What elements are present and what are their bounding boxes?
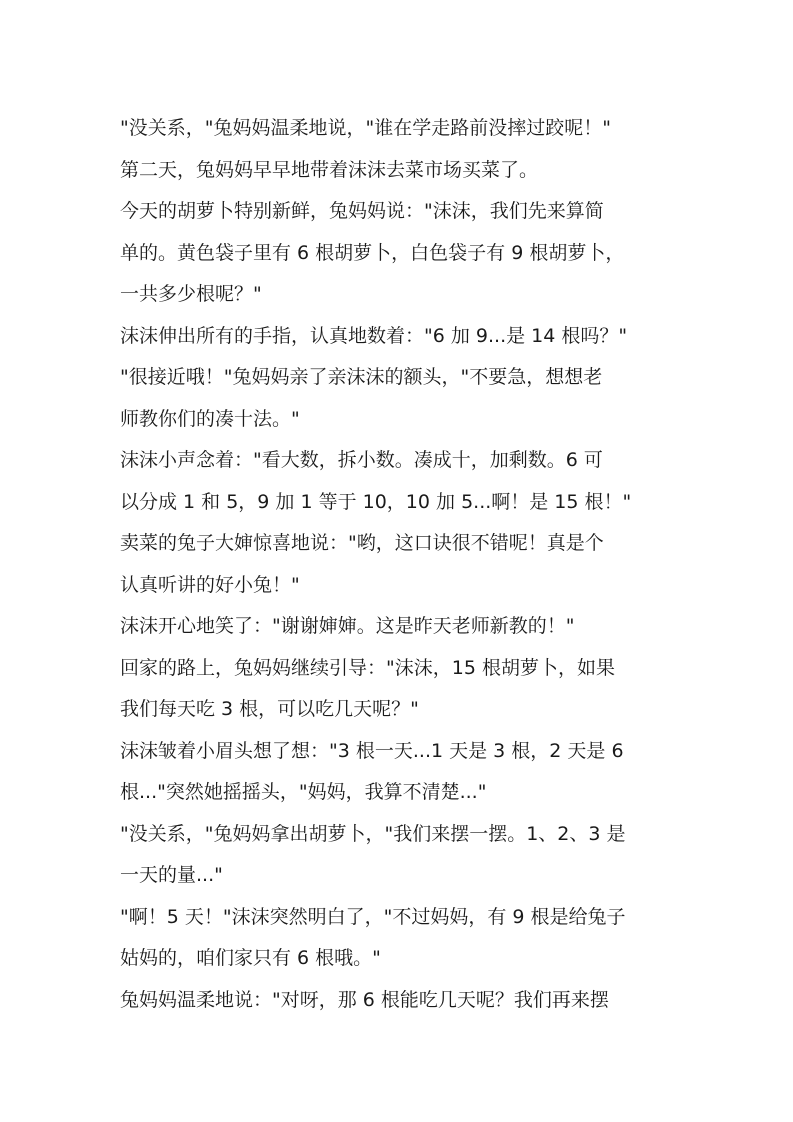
text-line: 回家的路上，兔妈妈继续引导："沫沫，15 根胡萝卜，如果	[120, 656, 615, 679]
text-line: 卖菜的兔子大婶惊喜地说："哟，这口诀很不错呢！真是个	[120, 532, 604, 554]
text-line: 沫沫伸出所有的手指，认真地数着："6 加 9...是 14 根吗？"	[120, 324, 628, 347]
text-line: 一天的量..."	[120, 864, 223, 886]
text-line: 兔妈妈温柔地说："对呀，那 6 根能吃几天呢？我们再来摆	[120, 988, 609, 1011]
text-line: "啊！5 天！"沫沫突然明白了，"不过妈妈，有 9 根是给兔子	[120, 905, 626, 928]
text-line: "没关系，"兔妈妈拿出胡萝卜，"我们来摆一摆。1、2、3 是	[120, 822, 626, 845]
text-line: 以分成 1 和 5，9 加 1 等于 10，10 加 5...啊！是 15 根！"	[120, 490, 632, 513]
text-line: "很接近哦！"兔妈妈亲了亲沫沫的额头，"不要急，想想老	[120, 366, 603, 388]
text-line: 我们每天吃 3 根，可以吃几天呢？"	[120, 698, 419, 720]
text-line: 单的。黄色袋子里有 6 根胡萝卜，白色袋子有 9 根胡萝卜，	[120, 241, 625, 264]
text-line: 一共多少根呢？"	[120, 283, 262, 305]
text-line: "没关系，"兔妈妈温柔地说，"谁在学走路前没摔过跤呢！"	[120, 117, 611, 139]
text-line: 姑妈的，咱们家只有 6 根哦。"	[120, 947, 381, 969]
text-line: 沫沫开心地笑了："谢谢婶婶。这是昨天老师新教的！"	[120, 615, 575, 637]
text-line: 沫沫小声念着："看大数，拆小数。凑成十，加剩数。6 可	[120, 449, 603, 471]
story-text	[120, 108, 680, 1021]
text-line: 今天的胡萝卜特别新鲜，兔妈妈说："沫沫，我们先来算简	[120, 200, 604, 222]
text-line: 师教你们的凑十法。"	[120, 407, 300, 430]
text-line: 根..."突然她摇摇头，"妈妈，我算不清楚..."	[120, 781, 487, 803]
text-line: 认真听讲的好小兔！"	[120, 573, 300, 596]
text-line: 第二天，兔妈妈早早地带着沫沫去菜市场买菜了。	[120, 158, 539, 181]
text-line: 沫沫皱着小眉头想了想："3 根一天...1 天是 3 根，2 天是 6	[120, 739, 624, 762]
